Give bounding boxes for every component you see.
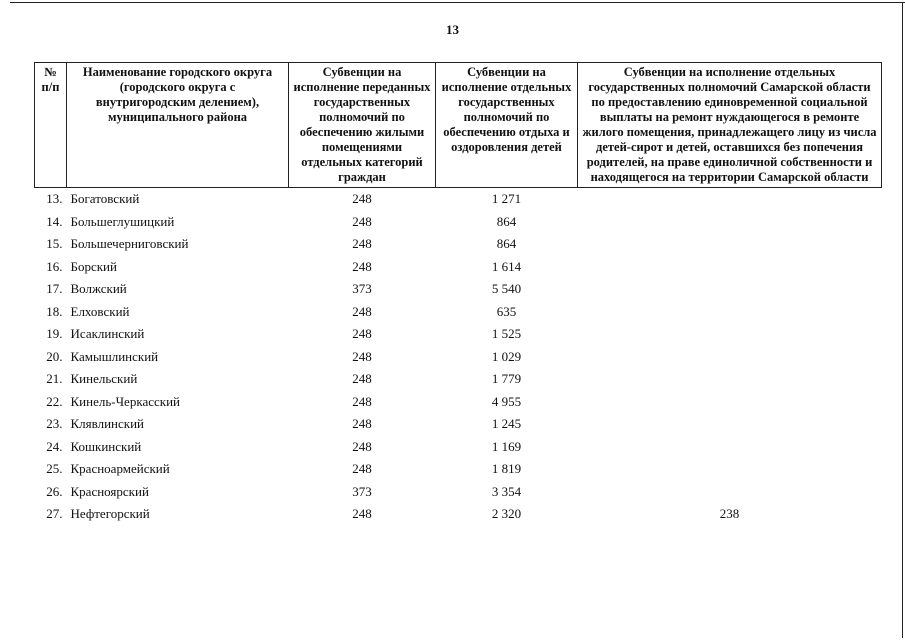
municipality-name: Красноармейский xyxy=(70,461,170,477)
table-row xyxy=(35,413,882,436)
housing-subvention-value: 248 xyxy=(352,506,372,522)
children-rest-subvention-value: 1 779 xyxy=(491,371,522,387)
municipality-name: Красноярский xyxy=(70,483,149,499)
orphan-repair-subvention-value xyxy=(578,413,882,436)
orphan-repair-subvention-value xyxy=(578,188,882,211)
municipality-name: Богатовский xyxy=(70,191,140,207)
row-number: 24. xyxy=(46,438,63,454)
row-number: 15. xyxy=(46,236,63,252)
housing-subvention-value: 248 xyxy=(352,191,372,207)
table-row xyxy=(35,346,882,369)
housing-subvention-value: 248 xyxy=(352,461,372,477)
row-number: 26. xyxy=(46,483,63,499)
housing-subvention-value: 248 xyxy=(352,303,372,319)
municipality-name: Большеглушицкий xyxy=(70,213,175,229)
orphan-repair-subvention-value xyxy=(578,301,882,324)
children-rest-subvention-value: 635 xyxy=(496,303,517,319)
municipality-name: Волжский xyxy=(70,281,127,297)
municipality-name: Исаклинский xyxy=(70,326,145,342)
table-row xyxy=(35,391,882,414)
children-rest-subvention-value: 5 540 xyxy=(491,281,522,297)
table-row xyxy=(35,458,882,481)
children-rest-subvention-value: 864 xyxy=(496,213,517,229)
header-number: № п/п xyxy=(35,63,67,188)
municipality-name: Большечерниговский xyxy=(70,236,189,252)
header-orphan-repair-subvention: Субвенции на исполнение отдельных государственных полномочий Самарской области по предоставлению единовременной социальной выплаты на ремонт нуждающегося в ремонте жилого помещения, принадлежащего лицу из числа детей-сирот и детей, оставшихся без попечения родителей, на праве единоличной собственности и находящегося на территории Самарской области xyxy=(578,63,882,188)
orphan-repair-subvention-value xyxy=(578,233,882,256)
table-row xyxy=(35,436,882,459)
children-rest-subvention-value: 1 525 xyxy=(491,326,522,342)
municipality-name: Клявлинский xyxy=(70,416,145,432)
housing-subvention-value: 248 xyxy=(352,213,372,229)
housing-subvention-value: 248 xyxy=(352,438,372,454)
row-number: 14. xyxy=(46,213,63,229)
row-number: 19. xyxy=(46,326,63,342)
orphan-repair-subvention-value xyxy=(578,481,882,504)
orphan-repair-subvention-value xyxy=(578,278,882,301)
table-row xyxy=(35,481,882,504)
municipality-name: Елховский xyxy=(70,303,130,319)
housing-subvention-value: 248 xyxy=(352,371,372,387)
table-header-row xyxy=(35,63,882,188)
orphan-repair-subvention-value xyxy=(578,458,882,481)
row-number: 22. xyxy=(46,393,63,409)
row-number: 16. xyxy=(46,258,63,274)
orphan-repair-subvention-value xyxy=(578,211,882,234)
table-row xyxy=(35,301,882,324)
table-row xyxy=(35,323,882,346)
municipality-name: Нефтегорский xyxy=(70,506,150,522)
housing-subvention-value: 373 xyxy=(352,281,372,297)
orphan-repair-subvention-value: 238 xyxy=(719,506,740,522)
header-municipality-name: Наименование городского округа (городского округа с внутригородским делением), муниципального района xyxy=(67,63,289,188)
municipality-name: Борский xyxy=(70,258,117,274)
municipality-name: Кинель-Черкасский xyxy=(70,393,180,409)
orphan-repair-subvention-value xyxy=(578,391,882,414)
row-number: 25. xyxy=(46,461,63,477)
page-right-edge xyxy=(902,2,903,638)
children-rest-subvention-value: 3 354 xyxy=(491,483,522,499)
children-rest-subvention-value: 1 271 xyxy=(491,191,522,207)
children-rest-subvention-value: 4 955 xyxy=(491,393,522,409)
table-row xyxy=(35,278,882,301)
children-rest-subvention-value: 1 029 xyxy=(491,348,522,364)
children-rest-subvention-value: 1 819 xyxy=(491,461,522,477)
row-number: 21. xyxy=(46,371,63,387)
row-number: 20. xyxy=(46,348,63,364)
table-row xyxy=(35,211,882,234)
page-number: 13 xyxy=(446,22,459,37)
row-number: 13. xyxy=(46,191,63,207)
table-row xyxy=(35,368,882,391)
orphan-repair-subvention-value xyxy=(578,323,882,346)
housing-subvention-value: 248 xyxy=(352,348,372,364)
children-rest-subvention-value: 1 169 xyxy=(491,438,522,454)
housing-subvention-value: 248 xyxy=(352,416,372,432)
page-top-edge xyxy=(10,2,905,3)
children-rest-subvention-value: 864 xyxy=(496,236,517,252)
table-row xyxy=(35,188,882,211)
housing-subvention-value: 248 xyxy=(352,326,372,342)
housing-subvention-value: 248 xyxy=(352,258,372,274)
row-number: 27. xyxy=(46,506,63,522)
header-housing-subvention: Субвенции на исполнение переданных государственных полномочий по обеспечению жилыми помещениями отдельных категорий граждан xyxy=(289,63,436,188)
municipality-name: Кинельский xyxy=(70,371,138,387)
orphan-repair-subvention-value xyxy=(578,436,882,459)
table-row xyxy=(35,233,882,256)
orphan-repair-subvention-value xyxy=(578,256,882,279)
table-row xyxy=(35,503,882,526)
children-rest-subvention-value: 1 614 xyxy=(491,258,522,274)
municipality-name: Кошкинский xyxy=(70,438,142,454)
housing-subvention-value: 248 xyxy=(352,393,372,409)
row-number: 18. xyxy=(46,303,63,319)
orphan-repair-subvention-value xyxy=(578,368,882,391)
table-row xyxy=(35,256,882,279)
children-rest-subvention-value: 2 320 xyxy=(491,506,522,522)
row-number: 23. xyxy=(46,416,63,432)
housing-subvention-value: 248 xyxy=(352,236,372,252)
row-number: 17. xyxy=(46,281,63,297)
children-rest-subvention-value: 1 245 xyxy=(491,416,522,432)
municipality-name: Камышлинский xyxy=(70,348,159,364)
housing-subvention-value: 373 xyxy=(352,483,372,499)
subventions-table xyxy=(34,62,882,526)
header-children-rest-subvention: Субвенции на исполнение отдельных государственных полномочий по обеспечению отдыха и оздоровления детей xyxy=(436,63,578,188)
orphan-repair-subvention-value xyxy=(578,346,882,369)
